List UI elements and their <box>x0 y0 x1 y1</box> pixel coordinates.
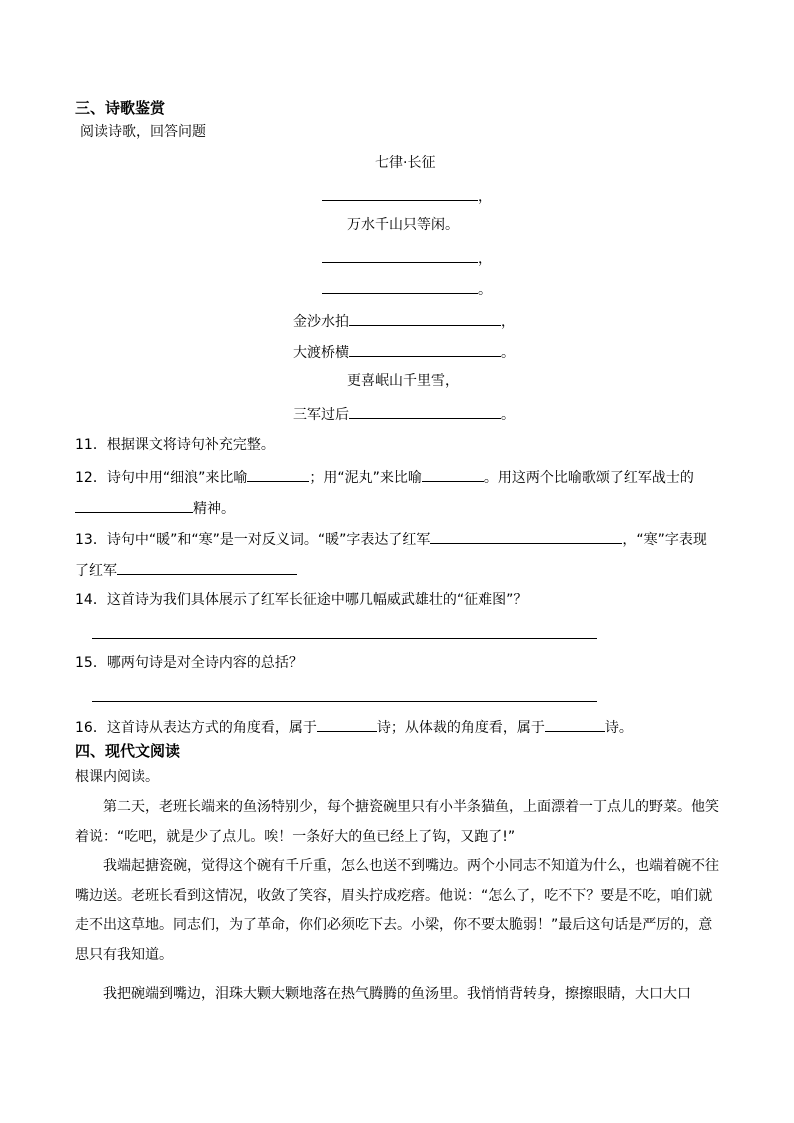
answer-blank[interactable] <box>317 717 377 732</box>
question-13-cont: 了红军 <box>75 560 297 580</box>
passage-paragraph-1: 第二天，老班长端来的鱼汤特别少，每个搪瓷碗里只有小半条猫鱼，上面漂着一丁点儿的野菜。他笑着说：“吃吧，就是少了点儿。唉！一条好大的鱼已经上了钩，又跑了!” <box>75 799 719 845</box>
answer-blank[interactable] <box>322 186 478 201</box>
question-12: 12．诗句中用“细浪”来比喻 ；用“泥丸”来比喻 。用这两个比喻歌颂了红军战士的 <box>75 467 694 487</box>
section4-heading: 四、现代文阅读 <box>75 742 181 760</box>
answer-blank[interactable] <box>247 467 309 482</box>
poem-line-7: 更喜岷山千里雪， <box>347 373 459 389</box>
question-11: 11．根据课文将诗句补充完整。 <box>75 437 275 453</box>
answer-line-14[interactable] <box>92 638 597 639</box>
answer-blank[interactable] <box>349 311 501 326</box>
question-14: 14．这首诗为我们具体展示了红军长征途中哪几幅威武雄壮的“征难图”？ <box>75 592 528 608</box>
section3-heading: 三、诗歌鉴赏 <box>75 99 166 117</box>
poem-line-3: ， <box>322 248 492 268</box>
answer-blank[interactable] <box>349 404 501 419</box>
poem-title: 七律·长征 <box>375 155 436 171</box>
poem-line-2: 万水千山只等闲。 <box>347 217 459 233</box>
answer-blank[interactable] <box>117 560 297 575</box>
answer-blank[interactable] <box>322 279 478 294</box>
answer-blank[interactable] <box>422 467 484 482</box>
poem-line-1: ， <box>322 186 492 206</box>
answer-blank[interactable] <box>430 529 622 544</box>
answer-line-15[interactable] <box>92 701 597 702</box>
question-13: 13．诗句中“暖”和“寒”是一对反义词。“暖”字表达了红军 ，“寒”字表现 <box>75 529 707 549</box>
poem-line-4: 。 <box>322 279 492 299</box>
answer-blank[interactable] <box>322 248 478 263</box>
section4-instruction: 根课内阅读。 <box>75 769 159 785</box>
question-16: 16．这首诗从表达方式的角度看，属于 诗；从体裁的角度看，属于 诗。 <box>75 717 633 737</box>
passage-paragraph-2: 我端起搪瓷碗，觉得这个碗有千斤重，怎么也送不到嘴边。两个小同志不知道为什么，也端着碗不往嘴边送。老班长看到这情况，收敛了笑容，眉头拧成疙瘩。他说：“怎么了，吃不下？要是不吃，咱们就走不出这草地。同志们，为了革命，你们必须吃下去。小梁，你不要太脆弱！”最后这句话是严厉的，意思只有我知道。 <box>75 858 719 963</box>
passage-paragraph-3: 我把碗端到嘴边，泪珠大颗大颗地落在热气腾腾的鱼汤里。我悄悄背转身，擦擦眼睛，大口大口 <box>103 986 691 1002</box>
answer-blank[interactable] <box>349 342 501 357</box>
poem-line-8: 三军过后 。 <box>293 404 515 424</box>
poem-line-5: 金沙水拍 ， <box>293 311 515 331</box>
answer-blank[interactable] <box>75 498 193 513</box>
question-15: 15．哪两句诗是对全诗内容的总括？ <box>75 655 303 671</box>
question-12-cont: 精神。 <box>75 498 235 518</box>
section3-instruction: 阅读诗歌，回答问题 <box>80 124 206 140</box>
answer-blank[interactable] <box>545 717 605 732</box>
poem-line-6: 大渡桥横 。 <box>293 342 515 362</box>
